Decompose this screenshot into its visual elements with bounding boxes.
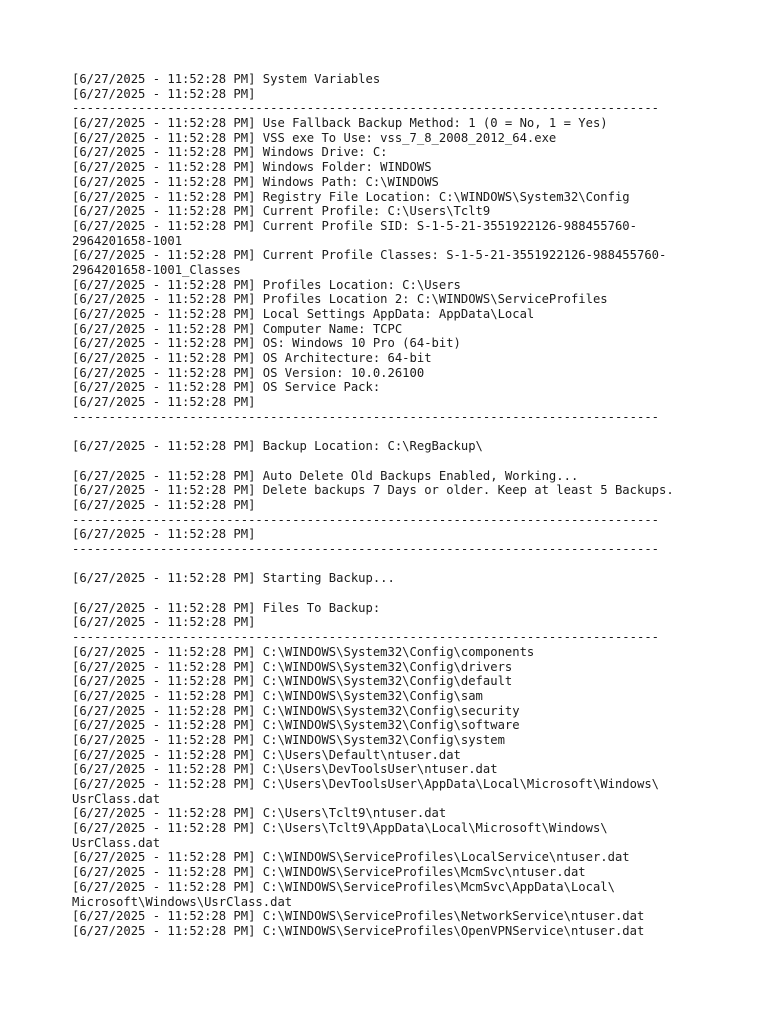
log-document: [72, 72, 674, 939]
log-line: [6/27/2025 - 11:52:28 PM]: [72, 615, 256, 630]
log-line: [6/27/2025 - 11:52:28 PM] Windows Folder: WINDOWS: [72, 160, 432, 175]
log-line: [6/27/2025 - 11:52:28 PM] Use Fallback Backup Method: 1 (0 = No, 1 = Yes): [72, 116, 608, 131]
log-line-continuation: Microsoft\Windows\UsrClass.dat: [72, 894, 293, 909]
log-line: [6/27/2025 - 11:52:28 PM] Current Profile Classes: S-1-5-21-3551922126-988455760-: [72, 248, 667, 263]
log-line: [6/27/2025 - 11:52:28 PM] Delete backups 7 Days or older. Keep at least 5 Backups.: [72, 483, 674, 498]
log-line: [6/27/2025 - 11:52:28 PM] Current Profile: C:\Users\Tclt9: [72, 204, 491, 219]
blank-line: [72, 586, 674, 601]
log-line: [6/27/2025 - 11:52:28 PM] Profiles Location: C:\Users: [72, 277, 461, 292]
log-line: [6/27/2025 - 11:52:28 PM] C:\WINDOWS\ServiceProfiles\LocalService\ntuser.dat: [72, 850, 630, 865]
log-line: [6/27/2025 - 11:52:28 PM] Computer Name: TCPC: [72, 321, 403, 336]
blank-line: [72, 454, 674, 469]
separator-line: --------------------------------------------------------------------------------: [72, 630, 659, 645]
log-line: [6/27/2025 - 11:52:28 PM] Windows Path: C:\WINDOWS: [72, 174, 439, 189]
log-line: [6/27/2025 - 11:52:28 PM] Files To Backup:: [72, 600, 381, 615]
log-line: [6/27/2025 - 11:52:28 PM]: [72, 395, 256, 410]
log-line: [6/27/2025 - 11:52:28 PM] C:\WINDOWS\System32\Config\default: [72, 674, 513, 689]
log-line: [6/27/2025 - 11:52:28 PM] Local Settings AppData: AppData\Local: [72, 307, 535, 321]
log-line: [6/27/2025 - 11:52:28 PM] Windows Drive: C:: [72, 145, 388, 160]
log-line-continuation: UsrClass.dat: [72, 835, 161, 850]
log-line-continuation: 2964201658-1001: [72, 233, 183, 248]
log-line: [6/27/2025 - 11:52:28 PM] C:\WINDOWS\System32\Config\sam: [72, 688, 483, 703]
separator-line: --------------------------------------------------------------------------------: [72, 512, 659, 527]
log-line: [6/27/2025 - 11:52:28 PM]: [72, 497, 256, 512]
log-line: [6/27/2025 - 11:52:28 PM] Starting Backup...: [72, 571, 395, 586]
log-line: [6/27/2025 - 11:52:28 PM] C:\Users\Tclt9\AppData\Local\Microsoft\Windows\: [72, 821, 608, 836]
blank-line: [72, 425, 674, 440]
log-line: [6/27/2025 - 11:52:28 PM] Auto Delete Old Backups Enabled, Working...: [72, 468, 579, 483]
log-line: [6/27/2025 - 11:52:28 PM] C:\Users\DevToolsUser\ntuser.dat: [72, 762, 498, 777]
log-line: [6/27/2025 - 11:52:28 PM] OS Architecture: 64-bit: [72, 351, 432, 366]
log-line: [6/27/2025 - 11:52:28 PM] C:\WINDOWS\ServiceProfiles\NetworkService\ntuser.dat: [72, 909, 645, 924]
log-line-continuation: 2964201658-1001_Classes: [72, 262, 241, 277]
log-line: [6/27/2025 - 11:52:28 PM] C:\WINDOWS\System32\Config\software: [72, 718, 520, 733]
separator-line: --------------------------------------------------------------------------------: [72, 542, 659, 556]
log-line: [6/27/2025 - 11:52:28 PM] Backup Location: C:\RegBackup\: [72, 439, 483, 454]
separator-line: --------------------------------------------------------------------------------: [72, 409, 659, 424]
log-line: [6/27/2025 - 11:52:28 PM] C:\Users\Default\ntuser.dat: [72, 747, 461, 762]
log-line: [6/27/2025 - 11:52:28 PM] C:\Users\Tclt9\ntuser.dat: [72, 806, 447, 821]
log-line: [6/27/2025 - 11:52:28 PM] C:\WINDOWS\System32\Config\system: [72, 732, 505, 747]
log-line: [6/27/2025 - 11:52:28 PM] C:\WINDOWS\System32\Config\security: [72, 703, 520, 718]
log-line: [6/27/2025 - 11:52:28 PM] OS: Windows 10 Pro (64-bit): [72, 336, 461, 351]
log-line: [6/27/2025 - 11:52:28 PM] C:\WINDOWS\System32\Config\drivers: [72, 659, 513, 674]
log-line: [6/27/2025 - 11:52:28 PM] Registry File Location: C:\WINDOWS\System32\Config: [72, 189, 630, 204]
log-line: [6/27/2025 - 11:52:28 PM] OS Version: 10.0.26100: [72, 365, 425, 380]
log-line: [6/27/2025 - 11:52:28 PM] C:\WINDOWS\ServiceProfiles\OpenVPNService\ntuser.dat: [72, 923, 645, 938]
log-line: [6/27/2025 - 11:52:28 PM] OS Service Pack:: [72, 380, 381, 395]
log-line: [6/27/2025 - 11:52:28 PM] C:\WINDOWS\ServiceProfiles\McmSvc\AppData\Local\: [72, 879, 615, 894]
log-line-continuation: UsrClass.dat: [72, 791, 161, 806]
log-line: [6/27/2025 - 11:52:28 PM] C:\WINDOWS\System32\Config\components: [72, 644, 535, 659]
log-line: [6/27/2025 - 11:52:28 PM] C:\WINDOWS\ServiceProfiles\McmSvc\ntuser.dat: [72, 865, 586, 880]
log-line: [6/27/2025 - 11:52:28 PM]: [72, 86, 256, 101]
separator-line: --------------------------------------------------------------------------------: [72, 101, 659, 116]
log-line: [6/27/2025 - 11:52:28 PM]: [72, 527, 256, 542]
log-line: [6/27/2025 - 11:52:28 PM] VSS exe To Use: vss_7_8_2008_2012_64.exe: [72, 130, 557, 145]
blank-line: [72, 557, 674, 572]
log-line: [6/27/2025 - 11:52:28 PM] C:\Users\DevToolsUser\AppData\Local\Microsoft\Windows\: [72, 777, 659, 791]
log-line: [6/27/2025 - 11:52:28 PM] System Variables: [72, 72, 381, 86]
log-line: [6/27/2025 - 11:52:28 PM] Current Profile SID: S-1-5-21-3551922126-988455760-: [72, 218, 637, 233]
log-line: [6/27/2025 - 11:52:28 PM] Profiles Location 2: C:\WINDOWS\ServiceProfiles: [72, 292, 608, 307]
